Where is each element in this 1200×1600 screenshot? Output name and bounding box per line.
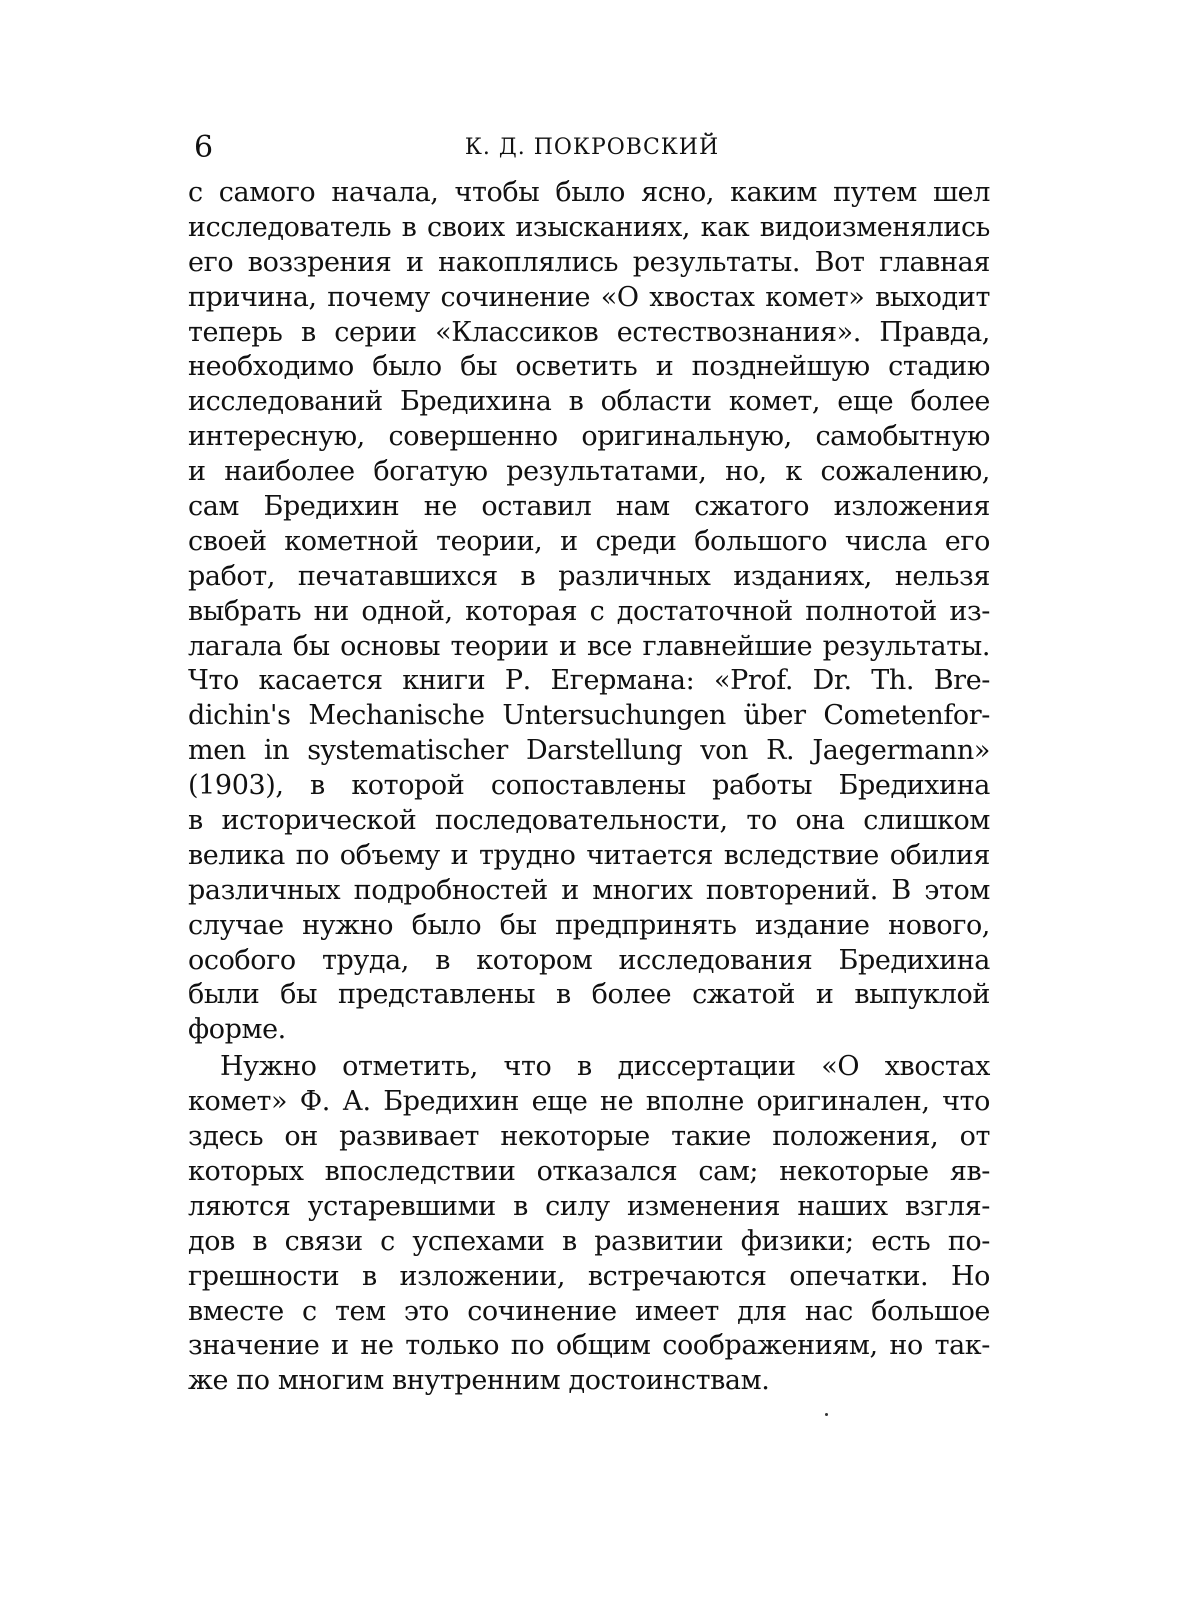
page-header (194, 128, 990, 168)
running-head: К. Д. ПОКРОВСКИЙ (194, 128, 990, 168)
text-line: которых впоследствии отказался сам; некоторые яв- (188, 1155, 990, 1190)
text-line: Что касается книги Р. Егермана: «Prof. Dr. Th. Bre- (188, 664, 990, 699)
text-line: дов в связи с успехами в развитии физики; есть по- (188, 1225, 990, 1260)
text-line: здесь он развивает некоторые такие положения, от (188, 1120, 990, 1155)
text-line: особого труда, в котором исследования Бредихина (188, 944, 990, 979)
print-speck (825, 1413, 828, 1416)
text-line: интересную, совершенно оригинальную, самобытную (188, 420, 990, 455)
text-line: случае нужно было бы предпринять издание нового, (188, 909, 990, 944)
text-line: и наиболее богатую результатами, но, к сожалению, (188, 455, 990, 490)
text-line: были бы представлены в более сжатой и выпуклой (188, 978, 990, 1013)
text-line: dichin's Mechanische Untersuchungen über Cometenfor- (188, 699, 990, 734)
text-line: исследований Бредихина в области комет, еще более (188, 385, 990, 420)
text-line: men in systematischer Darstellung von R. Jaegermann» (188, 734, 990, 769)
text-line: с самого начала, чтобы было ясно, каким путем шел (188, 176, 990, 211)
text-line: велика по объему и трудно читается вследствие обилия (188, 839, 990, 874)
text-line: его воззрения и накоплялись результаты. Вот главная (188, 246, 990, 281)
text-line: необходимо было бы осветить и позднейшую стадию (188, 350, 990, 385)
page-body (188, 176, 990, 1399)
text-line: вместе с тем это сочинение имеет для нас большое (188, 1295, 990, 1330)
text-line: же по многим внутренним достоинствам. (188, 1364, 990, 1399)
text-line: причина, почему сочинение «О хвостах комет» выходит (188, 281, 990, 316)
paragraph-2 (188, 1050, 990, 1399)
text-line: теперь в серии «Классиков естествознания». Правда, (188, 316, 990, 351)
text-line: грешности в изложении, встречаются опечатки. Но (188, 1260, 990, 1295)
text-line: в исторической последовательности, то она слишком (188, 804, 990, 839)
book-page (0, 0, 1200, 1600)
text-line: (1903), в которой сопоставлены работы Бредихина (188, 769, 990, 804)
text-line: сам Бредихин не оставил нам сжатого изложения (188, 490, 990, 525)
text-line: значение и не только по общим соображениям, но так- (188, 1329, 990, 1364)
text-line: Нужно отметить, что в диссертации «О хвостах (188, 1050, 990, 1085)
text-line: работ, печатавшихся в различных изданиях, нельзя (188, 560, 990, 595)
text-line: различных подробностей и многих повторений. В этом (188, 874, 990, 909)
text-line: комет» Ф. А. Бредихин еще не вполне оригинален, что (188, 1085, 990, 1120)
text-line: исследователь в своих изысканиях, как видоизменялись (188, 211, 990, 246)
text-line: своей кометной теории, и среди большого числа его (188, 525, 990, 560)
text-line: выбрать ни одной, которая с достаточной полнотой из- (188, 595, 990, 630)
text-line: лагала бы основы теории и все главнейшие результаты. (188, 630, 990, 665)
text-line: ляются устаревшими в силу изменения наших взгля- (188, 1190, 990, 1225)
text-line: форме. (188, 1013, 990, 1048)
paragraph-1 (188, 176, 990, 1048)
page-number: 6 (194, 128, 213, 168)
